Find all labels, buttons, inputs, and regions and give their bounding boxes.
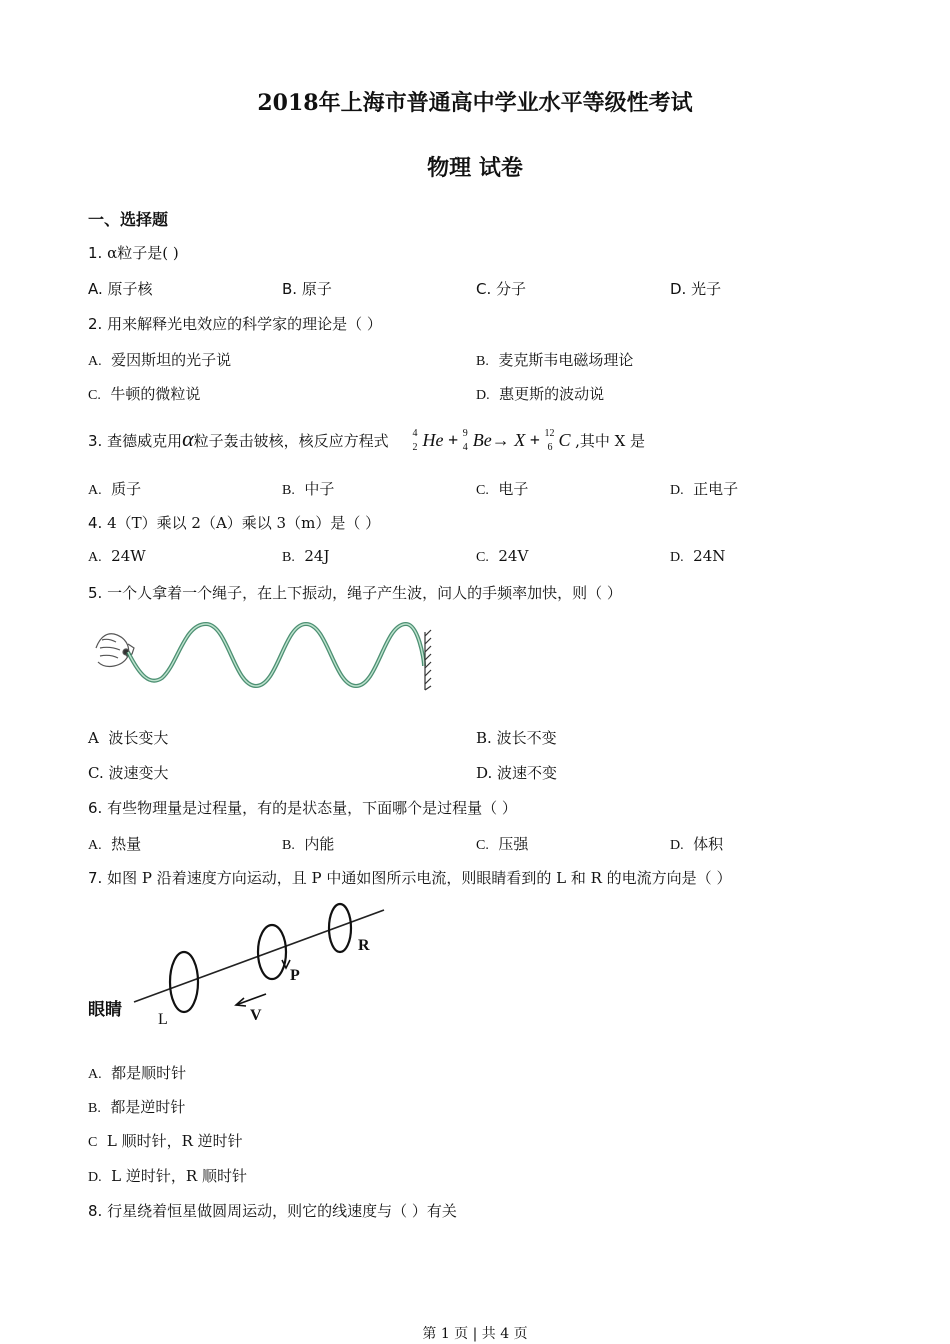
option-d: D. 体积 [670, 835, 724, 853]
wall-icon [425, 630, 431, 690]
v-label: V [250, 1007, 262, 1024]
coil-r [329, 904, 351, 952]
section-heading: 一、选择题 [88, 210, 169, 229]
question-5 [88, 582, 622, 603]
question-number: 5. [88, 584, 103, 602]
option-a: A. 热量 [88, 835, 142, 853]
alpha-symbol: α [182, 426, 194, 451]
question-text: 4（T）乘以 2（A）乘以 3（m）是（ ） [107, 514, 381, 532]
question-3: 3. 查德威克用α粒子轰击铍核，核反应方程式 4 2 He + 9 4 Be→ X + 12 6 C ,其中 X 是 [88, 426, 646, 453]
question-number: 2. [88, 315, 103, 333]
question-number: 8. [88, 1202, 103, 1220]
option-b: B. 中子 [282, 480, 335, 498]
option-d: D. L 逆时针，R 顺时针 [88, 1167, 247, 1185]
option-a: A. 24W [88, 547, 146, 565]
question-number: 6. [88, 799, 103, 817]
option-a: A. 都是顺时针 [88, 1064, 187, 1082]
rope-wave [128, 624, 424, 686]
coil-l [170, 952, 198, 1012]
option-a: A. 爱因斯坦的光子说 [88, 351, 232, 369]
question-7 [88, 867, 731, 888]
p-label: P [290, 967, 300, 984]
question-text: α粒子是( ) [107, 244, 179, 262]
option-b: B. 麦克斯韦电磁场理论 [476, 351, 634, 369]
option-b: B. 内能 [282, 835, 335, 853]
question-4 [88, 512, 380, 533]
option-d: D. 光子 [670, 280, 722, 298]
question-text: 用来解释光电效应的科学家的理论是（ ） [107, 315, 382, 333]
r-label: R [358, 937, 370, 954]
question-text: 如图 P 沿着速度方向运动，且 P 中通如图所示电流，则眼睛看到的 L 和 R 的电流方向是（ ） [107, 869, 732, 887]
option-b: B. 24J [282, 547, 330, 565]
question-number: 4. [88, 514, 103, 532]
exam-subtitle: 物理 试卷 [427, 155, 523, 181]
option-d: D. 24N [670, 547, 726, 565]
l-label: L [158, 1011, 168, 1028]
rope-wave-figure [88, 618, 433, 694]
hand-icon [96, 634, 134, 667]
question-number: 1. [88, 244, 103, 262]
option-a: A. 质子 [88, 480, 142, 498]
question-number: 3. [88, 432, 103, 450]
option-b: B. 都是逆时针 [88, 1098, 186, 1116]
question-8 [88, 1200, 457, 1221]
option-b: B. 原子 [282, 280, 332, 298]
option-d: D. 惠更斯的波动说 [476, 385, 605, 403]
question-1 [88, 242, 179, 263]
page-footer: 第 1 页 | 共 4 页 [422, 1326, 528, 1342]
option-c: C. 波速变大 [88, 764, 169, 782]
option-a: A 波长变大 [88, 729, 169, 747]
option-b: B. 波长不变 [476, 729, 557, 747]
option-c: C L 顺时针，R 逆时针 [88, 1132, 243, 1150]
coils-figure [88, 898, 388, 1028]
option-a: A. 原子核 [88, 280, 153, 298]
velocity-arrow-icon [236, 994, 266, 1006]
option-d: D. 波速不变 [476, 764, 558, 782]
exam-title: 2018年上海市普通高中学业水平等级性考试 [257, 90, 693, 116]
option-c: C. 电子 [476, 480, 529, 498]
option-c: C. 24V [476, 547, 529, 565]
nuclear-equation: 4 2 He + 9 4 Be→ X + 12 6 C [412, 427, 571, 453]
option-c: C. 分子 [476, 280, 527, 298]
option-c: C. 压强 [476, 835, 529, 853]
question-text: 行星绕着恒星做圆周运动，则它的线速度与（ ）有关 [107, 1202, 457, 1220]
option-c: C. 牛顿的微粒说 [88, 385, 201, 403]
question-number: 7. [88, 869, 103, 887]
option-d: D. 正电子 [670, 480, 739, 498]
question-6 [88, 797, 517, 818]
question-2 [88, 313, 382, 334]
eye-label: 眼睛 [88, 1000, 122, 1020]
question-text: 一个人拿着一个绳子，在上下振动，绳子产生波，问人的手频率加快，则（ ） [107, 584, 622, 602]
question-text: 有些物理量是过程量，有的是状态量，下面哪个是过程量（ ） [107, 799, 517, 817]
